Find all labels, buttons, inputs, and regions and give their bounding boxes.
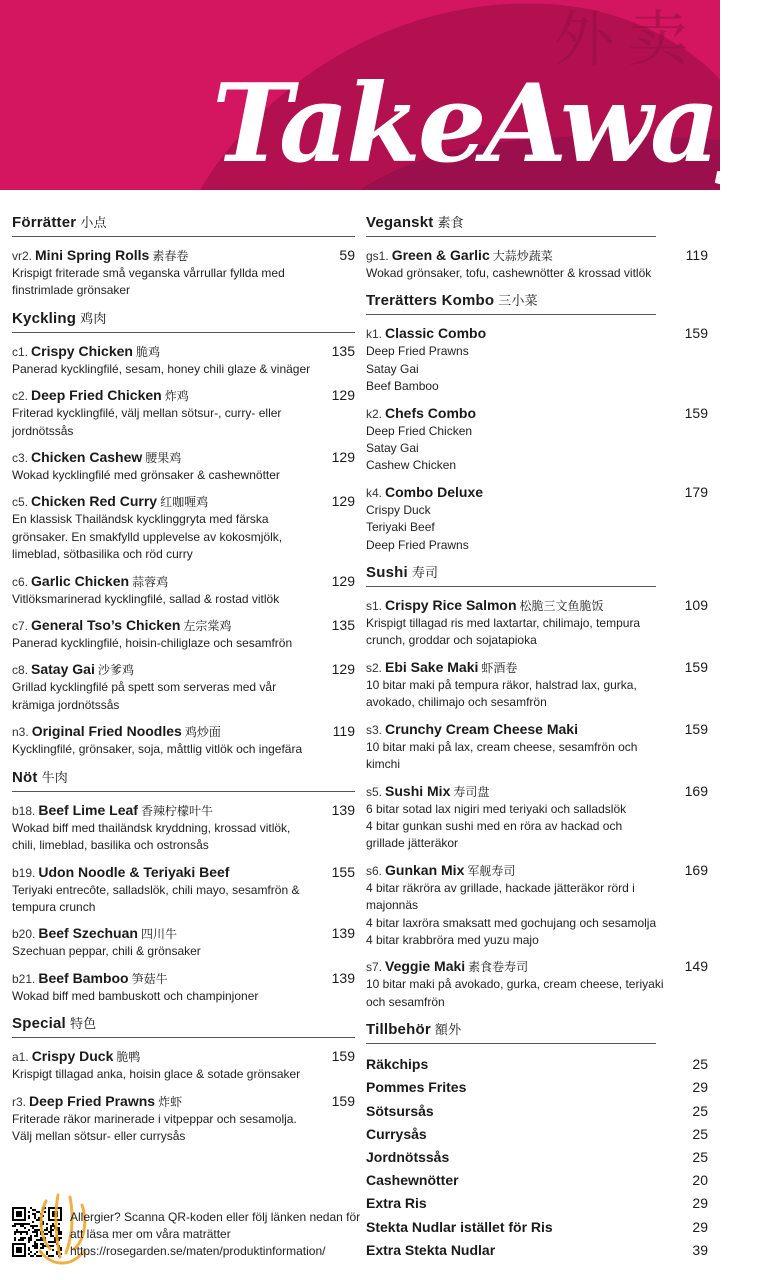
menu-item[interactable] <box>12 801 355 855</box>
side-item[interactable] <box>366 1053 708 1076</box>
item-title <box>12 660 311 679</box>
item-chinese-name: 沙爹鸡 <box>97 663 134 678</box>
item-code: b21. <box>12 971 36 986</box>
item-code: b19. <box>12 865 36 880</box>
item-chinese-name: 松脆三文鱼脆饭 <box>519 599 604 614</box>
item-price: 139 <box>331 925 355 942</box>
menu-item[interactable] <box>366 957 708 1011</box>
section-sides <box>366 1019 708 1262</box>
item-code: c2. <box>12 389 29 404</box>
item-description: Krispigt tillagad anka, hoisin glace & sotade grönsaker <box>12 1067 301 1082</box>
item-name: Deep Fried Prawns <box>29 1092 156 1109</box>
item-title <box>12 722 311 741</box>
item-chinese-name: 香辣柠檬叶牛 <box>140 803 213 818</box>
item-name: Sushi Mix <box>385 782 451 799</box>
item-title <box>366 720 664 739</box>
item-detail-line: Teriyaki Beef <box>366 520 435 535</box>
item-title <box>366 324 664 343</box>
menu-item[interactable] <box>12 386 355 440</box>
menu-item[interactable] <box>12 572 355 608</box>
item-price: 159 <box>331 1048 355 1065</box>
menu-section <box>12 1013 355 1145</box>
side-name: Pommes Frites <box>366 1079 467 1096</box>
item-price: 129 <box>331 661 355 678</box>
item-description: Panerad kycklingfilé, sesam, honey chili glaze & vinäger <box>12 361 311 376</box>
item-description: Wokad kycklingfilé med grönsaker & cashewnötter <box>12 468 280 483</box>
item-code: b20. <box>12 927 36 942</box>
menu-item[interactable] <box>12 492 355 563</box>
item-code: s6. <box>366 863 383 878</box>
side-name: Sötsursås <box>366 1102 434 1119</box>
item-description: Grillad kycklingfilé på spett som serveras med vår krämiga jordnötssås <box>12 680 277 712</box>
item-detail-line: Crispy Duck <box>366 502 431 517</box>
item-code: c8. <box>12 663 29 678</box>
item-detail-line: 4 bitar gunkan sushi med en röra av hackad och grillade jätteräkor <box>366 818 623 851</box>
item-code: s2. <box>366 660 383 675</box>
item-code: gs1. <box>366 249 389 263</box>
header-banner <box>0 0 777 190</box>
item-code: c6. <box>12 574 29 589</box>
side-item[interactable] <box>366 1076 708 1099</box>
menu-item[interactable] <box>12 722 355 758</box>
chinese-watermark: 外卖 <box>554 5 702 75</box>
item-chinese-name: 素春卷 <box>152 249 189 263</box>
item-name: Chicken Cashew <box>31 449 143 466</box>
menu-item[interactable] <box>366 782 708 853</box>
menu-column-left <box>12 212 355 1153</box>
item-description: 10 bitar maki på tempura räkor, halstrad lax, gurka, avokado, chilimajo och sesamfrön <box>366 677 637 710</box>
menu-item[interactable] <box>12 1047 355 1083</box>
item-price: 149 <box>684 958 708 975</box>
item-title <box>12 969 311 988</box>
item-title <box>12 492 311 511</box>
item-name: Crispy Rice Salmon <box>385 597 517 614</box>
item-chinese-name: 大蒜炒蔬菜 <box>492 249 553 263</box>
item-name: Veggie Maki <box>385 958 466 975</box>
item-code: s1. <box>366 599 383 614</box>
item-title <box>366 861 664 880</box>
item-detail-line: 4 bitar räkröra av grillade, hackade jätteräkor rörd i majonnäs <box>366 880 635 913</box>
item-name: Ebi Sake Maki <box>385 658 479 675</box>
item-price: 129 <box>331 387 355 404</box>
item-name: Chefs Combo <box>385 404 477 421</box>
page-title: TakeAway <box>212 61 777 187</box>
side-name: Stekta Nudlar istället för Ris <box>366 1218 553 1235</box>
item-title <box>366 658 664 677</box>
menu-section <box>12 767 355 1005</box>
item-chinese-name: 炸虾 <box>158 1094 183 1109</box>
item-code: s3. <box>366 722 383 737</box>
item-code: n3. <box>12 725 29 740</box>
side-item[interactable] <box>366 1100 708 1123</box>
item-title <box>12 924 311 943</box>
allergy-info <box>12 1205 360 1260</box>
item-code: a1. <box>12 1050 29 1065</box>
section-title: Sushi 寿司 <box>366 562 656 587</box>
item-title <box>366 483 664 502</box>
side-item[interactable] <box>366 1123 708 1146</box>
section-title: Tillbehör 額外 <box>366 1019 656 1044</box>
side-name: Cashewnötter <box>366 1172 459 1189</box>
side-price: 25 <box>692 1148 708 1165</box>
item-name: Deep Fried Chicken <box>31 387 162 404</box>
item-title <box>12 1047 311 1066</box>
item-code: s5. <box>366 784 383 799</box>
item-detail-line: Cashew Chicken <box>366 458 457 473</box>
side-price: 20 <box>692 1172 708 1189</box>
menu-section <box>366 290 708 554</box>
item-title <box>12 572 311 591</box>
item-price: 139 <box>331 801 355 818</box>
side-price: 29 <box>692 1218 708 1235</box>
menu-item[interactable] <box>366 596 708 650</box>
item-price: 159 <box>684 404 708 421</box>
item-name: Crispy Chicken <box>31 342 133 359</box>
item-title <box>12 342 311 361</box>
menu-item[interactable] <box>12 246 355 300</box>
section-title: Trerätters Kombo 三小菜 <box>366 290 656 315</box>
item-description: 10 bitar maki på avokado, gurka, cream cheese, teriyaki och sesamfrön <box>366 977 664 1009</box>
item-name: Original Fried Noodles <box>31 723 182 740</box>
item-code: c3. <box>12 451 29 466</box>
item-price: 159 <box>684 658 708 675</box>
item-price: 159 <box>331 1092 355 1109</box>
item-name: General Tso’s Chicken <box>31 617 181 634</box>
item-price: 119 <box>685 247 708 263</box>
menu-section <box>12 212 355 300</box>
item-code: k1. <box>366 327 383 342</box>
item-detail-line: 4 bitar krabbröra med yuzu majo <box>366 932 539 947</box>
item-title <box>12 616 311 635</box>
item-chinese-name: 军舰寿司 <box>467 863 516 878</box>
item-description: Wokad biff med thailändsk kryddning, krossad vitlök, chili, limeblad, basilika och ostronsås <box>12 820 291 853</box>
side-item[interactable] <box>366 1169 708 1192</box>
menu-item[interactable] <box>12 1092 355 1146</box>
item-name: Classic Combo <box>385 325 487 342</box>
item-price: 159 <box>684 325 708 342</box>
item-title <box>366 596 664 615</box>
side-item[interactable] <box>366 1216 708 1239</box>
item-title <box>12 1092 311 1111</box>
item-title <box>12 386 311 405</box>
side-price: 29 <box>692 1195 708 1212</box>
item-chinese-name: 笋菇牛 <box>131 971 168 986</box>
side-item[interactable] <box>366 1192 708 1215</box>
item-price: 169 <box>684 782 708 799</box>
item-code: c1. <box>12 344 29 359</box>
item-description: Wokad grönsaker, tofu, cashewnötter & krossad vitlök <box>366 266 652 280</box>
side-name: Jordnötssås <box>366 1148 450 1165</box>
side-name: Räkchips <box>366 1056 429 1073</box>
item-description: Teriyaki entrecôte, salladslök, chili mayo, sesamfrön & tempura crunch <box>12 882 300 914</box>
item-chinese-name: 脆鸭 <box>116 1050 141 1065</box>
item-description: Friterad kycklingfilé, välj mellan sötsur-, curry- eller jordnötssås <box>12 406 282 438</box>
item-title <box>366 246 664 265</box>
item-chinese-name: 炸鸡 <box>164 389 189 404</box>
item-code: vr2. <box>12 249 33 263</box>
menu-item[interactable] <box>366 324 708 395</box>
item-price: 135 <box>331 617 355 634</box>
menu-section <box>366 562 708 1011</box>
item-chinese-name: 四川牛 <box>140 927 177 942</box>
menu-item[interactable] <box>12 660 355 714</box>
section-title: Veganskt 素食 <box>366 212 656 237</box>
item-description: En klassisk Thailändsk kycklinggryta med färska grönsaker. En smakfylld upplevelse av kokosmjölk, limeblad, sötbasilika och röd curry <box>12 512 283 562</box>
item-chinese-name: 素食卷寿司 <box>468 960 529 975</box>
item-description: Vitlöksmarinerad kycklingfilé, sallad & rostad vitlök <box>12 591 280 606</box>
section-title: Special 特色 <box>12 1013 355 1038</box>
item-price: 129 <box>331 449 355 466</box>
side-item[interactable] <box>366 1146 708 1169</box>
item-price: 129 <box>331 493 355 510</box>
item-name: Beef Lime Leaf <box>38 801 138 818</box>
menu-item[interactable] <box>366 861 708 950</box>
item-title <box>12 863 311 882</box>
item-detail-line: Deep Fried Prawns <box>366 537 469 552</box>
side-item[interactable] <box>366 1239 708 1262</box>
item-detail-line: 4 bitar laxröra smaksatt med gochujang och sesamolja <box>366 915 657 930</box>
allergy-text: Allergier? Scanna QR-koden eller följ länken nedan för att läsa mer om våra maträtter https://rosegarden.se/maten/produktinformation/ <box>70 1209 362 1261</box>
item-code: k4. <box>366 485 383 500</box>
item-name: Crunchy Cream Cheese Maki <box>385 720 578 737</box>
item-title <box>12 448 311 467</box>
item-chinese-name: 脆鸡 <box>135 344 160 359</box>
item-title <box>12 246 311 265</box>
item-name: Udon Noodle & Teriyaki Beef <box>38 863 230 880</box>
item-title <box>366 404 664 423</box>
menu-column-right <box>366 212 708 1262</box>
item-detail-line: Satay Gai <box>366 441 419 456</box>
item-name: Combo Deluxe <box>385 483 484 500</box>
item-detail-line: Beef Bamboo <box>366 379 439 394</box>
item-description: Friterade räkor marinerade i vitpeppar och sesamolja. Välj mellan sötsur- eller currysås <box>12 1111 297 1143</box>
side-name: Extra Stekta Nudlar <box>366 1241 496 1258</box>
side-price: 25 <box>692 1056 708 1073</box>
menu-item[interactable] <box>12 863 355 917</box>
menu-item[interactable] <box>366 483 708 554</box>
side-price: 25 <box>692 1102 708 1119</box>
item-price: 159 <box>684 720 708 737</box>
sides-list <box>366 1053 708 1262</box>
item-chinese-name: 红咖喱鸡 <box>160 495 209 510</box>
item-title <box>366 782 664 801</box>
item-price: 129 <box>331 572 355 589</box>
item-name: Beef Bamboo <box>38 969 129 986</box>
menu-item[interactable] <box>12 924 355 960</box>
menu-item[interactable] <box>366 720 708 774</box>
menu-item[interactable] <box>12 616 355 652</box>
item-detail-line: Satay Gai <box>366 361 419 376</box>
menu-item[interactable] <box>12 969 355 1005</box>
item-code: r3. <box>12 1094 27 1109</box>
menu-item[interactable] <box>366 658 708 712</box>
item-name: Green & Garlic <box>391 247 490 263</box>
item-name: Gunkan Mix <box>385 861 465 878</box>
item-name: Crispy Duck <box>31 1048 114 1065</box>
item-description: Krispigt friterade små veganska vårrullar fyllda med finstrimlade grönsaker <box>12 266 285 298</box>
item-price: 139 <box>331 969 355 986</box>
item-price: 155 <box>331 863 355 880</box>
item-chinese-name: 左宗棠鸡 <box>183 619 232 634</box>
item-chinese-name: 腰果鸡 <box>145 451 182 466</box>
side-price: 25 <box>692 1125 708 1142</box>
side-name: Extra Ris <box>366 1195 427 1212</box>
item-code: c7. <box>12 619 29 634</box>
item-price: 169 <box>684 861 708 878</box>
section-title: Nöt 牛肉 <box>12 767 355 792</box>
item-price: 109 <box>684 597 708 614</box>
item-name: Chicken Red Curry <box>31 493 158 510</box>
item-chinese-name: 寿司盘 <box>453 784 490 799</box>
item-chinese-name: 虾酒卷 <box>481 660 518 675</box>
item-name: Satay Gai <box>31 661 95 678</box>
item-price: 119 <box>332 723 355 740</box>
item-name: Garlic Chicken <box>31 572 130 589</box>
product-info-link[interactable]: https://rosegarden.se/maten/produktinformation/ <box>70 1244 326 1259</box>
item-name: Mini Spring Rolls <box>35 247 150 263</box>
item-code: c5. <box>12 495 29 510</box>
item-description: Panerad kycklingfilé, hoisin-chiliglaze och sesamfrön <box>12 636 293 651</box>
side-price: 39 <box>692 1241 708 1258</box>
item-detail-line: Deep Fried Chicken <box>366 423 473 438</box>
menu-item[interactable] <box>12 342 355 378</box>
menu-section <box>366 212 708 282</box>
item-description: 10 bitar maki på lax, cream cheese, sesamfrön och kimchi <box>366 739 638 772</box>
item-chinese-name: 鸡炒面 <box>184 725 221 740</box>
item-description: Krispigt tillagad ris med laxtartar, chilimajo, tempura crunch, groddar och sojatapioka <box>366 616 641 648</box>
item-code: b18. <box>12 803 36 818</box>
item-code: k2. <box>366 406 383 421</box>
item-price: 135 <box>331 342 355 359</box>
item-chinese-name: 蒜蓉鸡 <box>132 574 169 589</box>
menu-section <box>12 308 355 759</box>
side-name: Currysås <box>366 1125 427 1142</box>
menu-item[interactable] <box>12 448 355 484</box>
item-description: Szechuan peppar, chili & grönsaker <box>12 944 201 959</box>
item-title <box>12 801 311 820</box>
item-price: 59 <box>339 247 355 263</box>
item-detail-line: 6 bitar sotad lax nigiri med teriyaki och salladslök <box>366 801 627 816</box>
menu-item[interactable] <box>366 404 708 475</box>
side-price: 29 <box>692 1079 708 1096</box>
item-description: Kycklingfilé, grönsaker, soja, måttlig vitlök och ingefära <box>12 742 303 757</box>
item-price: 179 <box>684 483 708 500</box>
item-detail-line: Deep Fried Prawns <box>366 344 469 359</box>
item-code: s7. <box>366 960 383 975</box>
item-name: Beef Szechuan <box>38 925 138 942</box>
item-description: Wokad biff med bambuskott och champinjoner <box>12 988 259 1003</box>
section-title: Kyckling 鸡肉 <box>12 308 355 333</box>
menu-item[interactable] <box>366 246 708 282</box>
section-title: Förrätter 小点 <box>12 212 355 237</box>
item-title <box>366 957 664 976</box>
